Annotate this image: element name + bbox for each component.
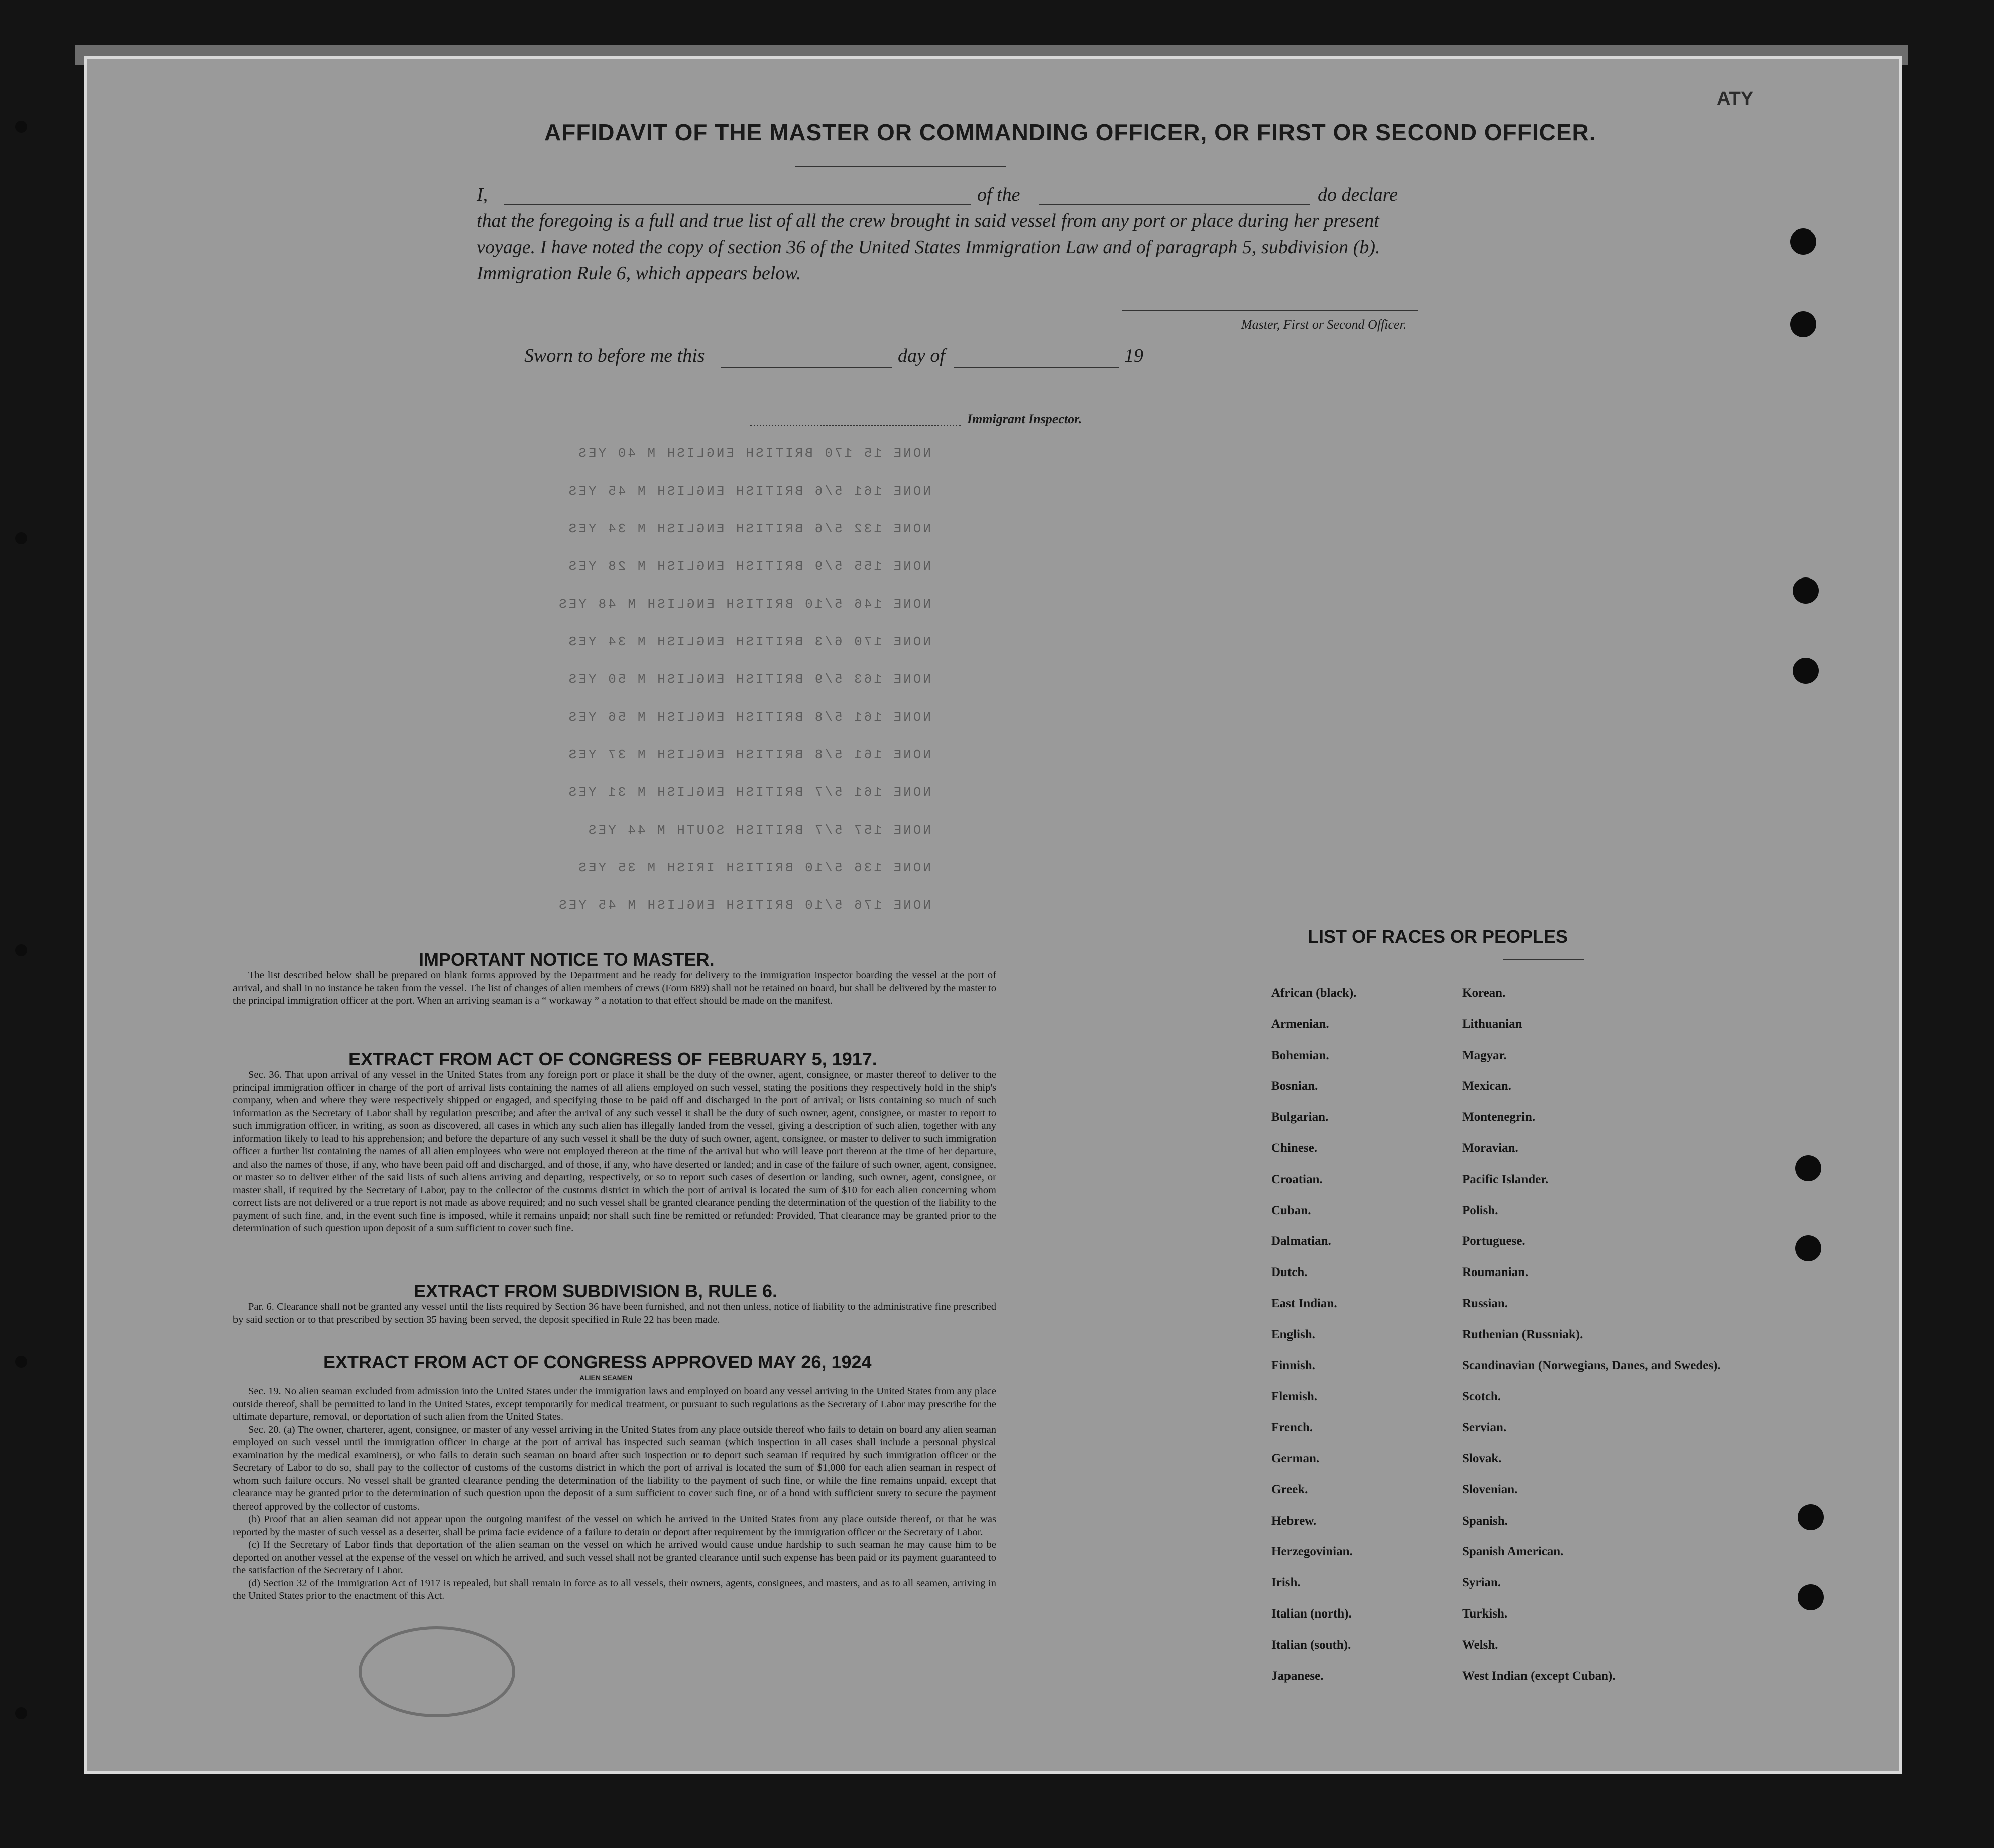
bleed-through-row: NONE 15 170 BRITISH ENGLISH M 40 YES [576, 446, 931, 461]
edge-perforation [15, 944, 27, 956]
edge-perforation [15, 1707, 27, 1719]
manifest-page [84, 56, 1902, 1774]
subdivision-paragraph: Par. 6. Clearance shall not be granted any vessel until the lists required by Section 36 have been furnished, and not then unless, notice of liability to the administrative fine prescribed by said section or to that prescribed by section 35 having been served, the deposit specified in Rule 22 has been made. [233, 1301, 996, 1325]
subdivision-title: EXTRACT FROM SUBDIVISION B, RULE 6. [414, 1281, 778, 1301]
sec-20d-paragraph: (d) Section 32 of the Immigration Act of 1917 is repealed, but shall remain in force as to all vessels, their owners, agents, consignees, and masters, and as to all seamen, arriving in the United States prior to the enactment of this Act. [233, 1577, 996, 1601]
affidavit-line-4: Immigration Rule 6, which appears below. [477, 263, 801, 284]
sec-20b-paragraph: (b) Proof that an alien seaman did not appear upon the outgoing manifest of the vessel on which he arrived in the United States from any place outside thereof, or that he was reported by the master of such vessel as a deserter, shall be prima facie evidence of a failure to detain or deport after requirement by the immigration officer or the Secretary of Labor. [233, 1514, 996, 1538]
race-item: Scotch. [1462, 1390, 1501, 1404]
race-item: Turkish. [1462, 1606, 1508, 1621]
race-item: Chinese. [1271, 1141, 1317, 1155]
edge-perforation [15, 1356, 27, 1368]
race-item: Syrian. [1462, 1576, 1501, 1590]
race-item: English. [1271, 1327, 1315, 1341]
notice-paragraph: The list described below shall be prepared on blank forms approved by the Department and be ready for delivery to the immigration inspector boarding the vessel at the port of arrival, and shall in no instance be taken from the vessel. The list of changes of alien members of crews (Form 689) shall not be retained on board, but shall be delivered by the master to the principal immigration officer at the port. When an arriving seaman is a “ workaway ” a notation to that effect should be made on the manifest. [233, 970, 996, 1006]
binder-hole [1793, 658, 1819, 684]
circular-stamp [359, 1626, 515, 1717]
affidavit-line-3: voyage. I have noted the copy of section 36 of the United States Immigration Law and of paragraph 5, subdivision (b). [477, 237, 1380, 258]
vessel-blank [1039, 204, 1310, 205]
race-item: Magyar. [1462, 1048, 1507, 1062]
race-item: Flemish. [1271, 1390, 1317, 1404]
race-item: Cuban. [1271, 1203, 1311, 1217]
affidavit-line-of: of the [977, 184, 1020, 205]
race-item: Polish. [1462, 1203, 1498, 1217]
bleed-through-row: NONE 157 5/7 BRITISH SOUTH M 44 YES [586, 823, 931, 838]
race-item: Greek. [1271, 1482, 1308, 1496]
race-item: Spanish. [1462, 1514, 1508, 1528]
affidavit-line-declare: do declare [1318, 184, 1398, 205]
bleed-through-row: NONE 136 5/10 BRITISH IRISH M 35 YES [576, 860, 931, 875]
race-item: Pacific Islander. [1462, 1172, 1549, 1186]
race-item: Mexican. [1462, 1079, 1511, 1093]
race-item: Slovenian. [1462, 1482, 1518, 1496]
race-item: Hebrew. [1271, 1514, 1317, 1528]
binder-hole [1795, 1235, 1821, 1261]
race-item: Korean. [1462, 986, 1506, 1000]
extract-1917-text [233, 1069, 996, 1235]
binder-hole [1790, 228, 1816, 255]
binder-hole [1795, 1155, 1821, 1181]
race-item: Montenegrin. [1462, 1110, 1536, 1124]
bleed-through-row: NONE 132 5/6 BRITISH ENGLISH M 34 YES [566, 521, 931, 536]
notice-text [233, 969, 996, 1008]
inspector-blank [750, 425, 961, 426]
races-left-column [1271, 986, 1442, 1699]
extract-1917-title: EXTRACT FROM ACT OF CONGRESS OF FEBRUARY 5, 1917. [348, 1049, 877, 1069]
corner-note: ATY [1717, 88, 1754, 109]
race-item: Russian. [1462, 1296, 1508, 1310]
sworn-year: 19 [1124, 345, 1143, 366]
race-item: Ruthenian (Russniak). [1462, 1327, 1583, 1341]
affidavit-title: AFFIDAVIT OF THE MASTER OR COMMANDING OFFICER, OR FIRST OR SECOND OFFICER. [544, 119, 1596, 145]
race-item: Lithuanian [1462, 1017, 1522, 1031]
bleed-through-row: NONE 161 5/7 BRITISH ENGLISH M 31 YES [566, 785, 931, 800]
alien-seamen-subtitle: ALIEN SEAMEN [579, 1374, 633, 1382]
bleed-through-row: NONE 161 5/6 BRITISH ENGLISH M 45 YES [566, 484, 931, 499]
race-item: Moravian. [1462, 1141, 1518, 1155]
race-item: Portuguese. [1462, 1234, 1526, 1248]
races-title: LIST OF RACES OR PEOPLES [1308, 926, 1568, 947]
name-blank [504, 204, 971, 205]
race-item: East Indian. [1271, 1296, 1337, 1310]
extract-1917-paragraph: Sec. 36. That upon arrival of any vessel in the United States from any foreign port or place it shall be the duty of the owner, agent, consignee, or master thereof to deliver to the principal immigration officer in charge of the port of arrival lists containing the names of all aliens employed on such vessel, stating the positions they respectively hold in the ship's company, when and where they were respectively shipped or engaged, and specifying those to be paid off and discharged in the port of arrival; or lists containing so much of such information as the Secretary of Labor shall by regulation prescribe; and after the arrival of any such vessel it shall be the duty of such owner, agent, consignee, or master to report to such immigration officer, in writing, as soon as discovered, all cases in which any such alien has illegally landed from the vessel, giving a description of such alien, together with any information likely to lead to his apprehension; and before the departure of any such vessel it shall be the duty of such owner, agent, consignee, or master to deliver to such immigration officer a further list containing the names of all alien employees who were not employed thereon at the time of the arrival but who will leave port thereon at the time of her departure, and also the names of those, if any, who have been paid off and discharged, and of those, if any, who have deserted or landed; and in case of the failure of such owner, agent, consignee, or master so to deliver either of the said lists of such aliens arriving and departing, respectively, or so to report such cases of desertion or landing, such owner, agent, consignee, or master shall, if required by the Secretary of Labor, pay to the collector of the customs district in which the port of arrival is located the sum of $10 for each alien concerning whom correct lists are not delivered or a true report is not made as above required; and no such vessel shall be granted clearance pending the determination of the question of the liability to the payment of such fine, and, in the event such fine is imposed, while it remains unpaid; nor shall such fine be remitted or refunded: Provided, That clearance may be granted prior to the determination of such question upon deposit of a sum sufficient to cover such fine. [233, 1069, 996, 1234]
affidavit-line-i: I, [477, 184, 488, 205]
affidavit-line-2: that the foregoing is a full and true list of all the crew brought in said vessel from any port or place during her present [477, 210, 1379, 232]
race-item: West Indian (except Cuban). [1462, 1669, 1616, 1683]
bleed-through-row: NONE 176 5/10 BRITISH ENGLISH M 45 YES [557, 898, 931, 913]
sworn-line: Sworn to before me this [524, 345, 705, 366]
sec-20a-paragraph: Sec. 20. (a) The owner, charterer, agent, consignee, or master of any vessel arriving in the United States from any place outside thereof who fails to detain on board any alien seaman employed on such vessel until the immigration officer in charge at the port of arrival has inspected such seaman (which inspection in all cases shall include a personal physical examination by the medical examiners), or who fails to detain such seaman on board after such inspection or to deport such seaman if required by such immigration officer or the Secretary of Labor to do so, shall pay to the collector of customs of the customs district in which the port of arrival is located the sum of $1,000 for each alien seaman in respect of whom such failure occurs. No vessel shall be granted clearance pending the determination of the liability to the payment of such fine, or while the fine remains unpaid, except that clearance may be granted prior to the determination of such question upon the deposit of a sum sufficient to cover such fine, or of a bond with sufficient surety to secure the payment thereof approved by the collector of customs. [233, 1424, 996, 1512]
bleed-through-row: NONE 155 5/9 BRITISH ENGLISH M 28 YES [566, 559, 931, 574]
subdivision-text [233, 1301, 996, 1326]
signature-blank [1122, 310, 1418, 311]
race-item: Dutch. [1271, 1265, 1308, 1280]
binder-hole [1793, 578, 1819, 604]
races-underline [1503, 959, 1584, 960]
race-item: Roumanian. [1462, 1265, 1529, 1280]
binder-hole [1798, 1584, 1824, 1610]
sec-20c-paragraph: (c) If the Secretary of Labor finds that deportation of the alien seaman on the vessel on which he arrived would cause undue hardship to such seaman he may cause him to be deported on another vessel at the expense of the vessel on which he arrived, and such vessel shall not be granted clearance until such expense has been paid or its payment guaranteed to the satisfaction of the Secretary of Labor. [233, 1539, 996, 1576]
race-item: Dalmatian. [1271, 1234, 1331, 1248]
race-item: Welsh. [1462, 1638, 1498, 1652]
edge-perforation [15, 121, 27, 133]
extract-1924-text [233, 1385, 996, 1603]
binder-hole [1790, 311, 1816, 337]
race-item: Bohemian. [1271, 1048, 1329, 1062]
inspector-caption: Immigrant Inspector. [967, 412, 1082, 426]
sworn-month-blank [954, 367, 1119, 368]
sec-19-paragraph: Sec. 19. No alien seaman excluded from admission into the United States under the immigration laws and employed on board any vessel arriving in the United States from any place outside thereof, shall be permitted to land in the United States, except temporarily for medical treatment, or pursuant to such regulations as the Secretary of Labor may prescribe for the ultimate departure, removal, or deportation of such alien from the United States. [233, 1385, 996, 1422]
race-item: Bulgarian. [1271, 1110, 1329, 1124]
race-item: Armenian. [1271, 1017, 1329, 1031]
bleed-through-row: NONE 161 5/8 BRITISH ENGLISH M 56 YES [566, 710, 931, 725]
binder-hole [1798, 1504, 1824, 1530]
race-item: Slovak. [1462, 1451, 1502, 1465]
sworn-day-blank [721, 367, 892, 368]
bleed-through-row: NONE 163 5/9 BRITISH ENGLISH M 50 YES [566, 672, 931, 687]
race-item: German. [1271, 1451, 1320, 1465]
bleed-through-row: NONE 161 5/8 BRITISH ENGLISH M 37 YES [566, 747, 931, 762]
race-item: Servian. [1462, 1421, 1507, 1435]
race-item: Croatian. [1271, 1172, 1323, 1186]
races-right-column [1462, 986, 1721, 1699]
title-underline [795, 166, 1006, 167]
race-item: Bosnian. [1271, 1079, 1318, 1093]
race-item: Italian (south). [1271, 1638, 1351, 1652]
race-item: African (black). [1271, 986, 1357, 1000]
race-item: Japanese. [1271, 1669, 1324, 1683]
signature-caption: Master, First or Second Officer. [1241, 317, 1407, 332]
race-item: French. [1271, 1421, 1313, 1435]
extract-1924-title: EXTRACT FROM ACT OF CONGRESS APPROVED MAY 26, 1924 [323, 1352, 872, 1372]
race-item: Italian (north). [1271, 1606, 1352, 1621]
race-item: Scandinavian (Norwegians, Danes, and Swedes). [1462, 1358, 1721, 1372]
notice-title: IMPORTANT NOTICE TO MASTER. [419, 949, 715, 970]
bleed-through-row: NONE 146 5/10 BRITISH ENGLISH M 48 YES [557, 597, 931, 612]
race-item: Finnish. [1271, 1358, 1315, 1372]
race-item: Herzegovinian. [1271, 1545, 1353, 1559]
sworn-day-label: day of [898, 345, 945, 366]
bleed-through-row: NONE 170 6/3 BRITISH ENGLISH M 34 YES [566, 634, 931, 649]
race-item: Spanish American. [1462, 1545, 1564, 1559]
edge-perforation [15, 532, 27, 544]
race-item: Irish. [1271, 1576, 1301, 1590]
